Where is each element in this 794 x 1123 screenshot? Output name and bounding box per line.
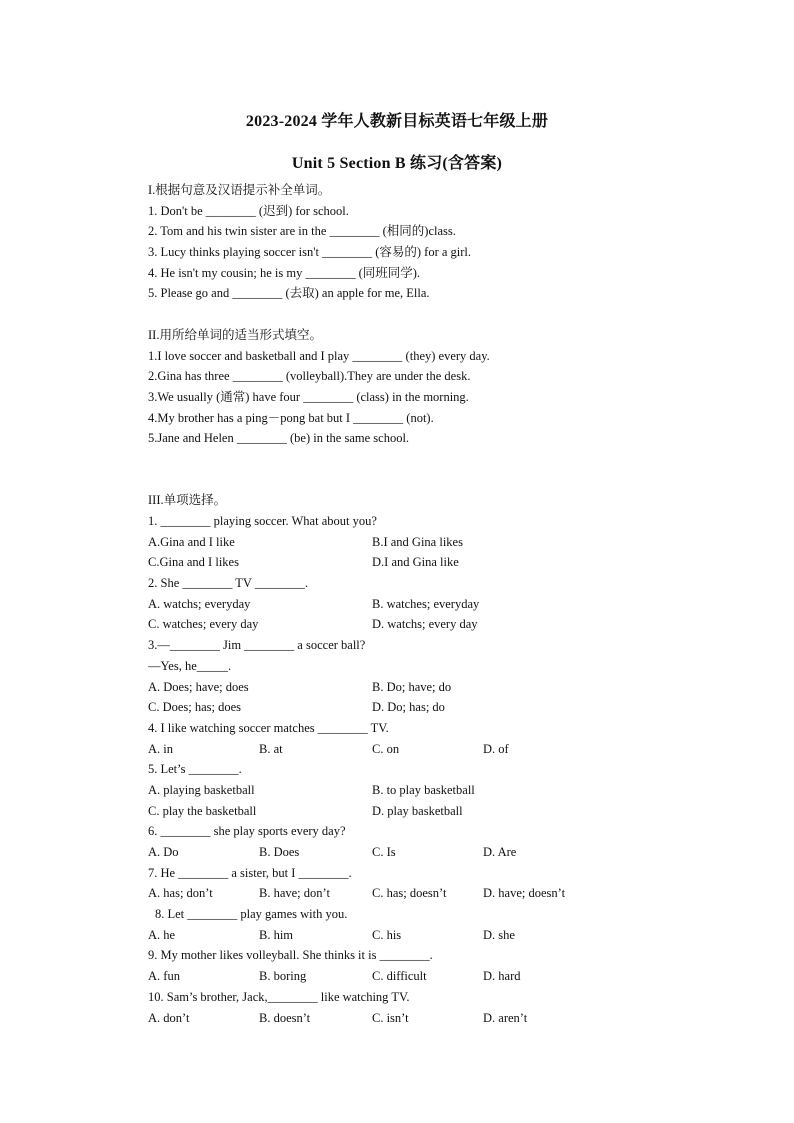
question-line: 2. Tom and his twin sister are in the ________ (相同的)class.: [148, 224, 456, 239]
option-row: [148, 842, 668, 863]
option-row: [148, 780, 668, 801]
option-row: [148, 677, 668, 698]
question-line: 2.Gina has three ________ (volleyball).They are under the desk.: [148, 369, 471, 384]
option-d: D.I and Gina like: [372, 555, 459, 570]
option-row: [148, 739, 668, 760]
option-row: [148, 594, 668, 615]
option-b: B. to play basketball: [372, 782, 475, 797]
section-heading-part3: III.单项选择。: [148, 493, 227, 508]
option-c: C. play the basketball: [148, 803, 257, 818]
option-row: [148, 925, 668, 946]
question-line: 1.I love soccer and basketball and I play ________ (they) every day.: [148, 348, 490, 363]
question-line: 1. Don't be ________ (迟到) for school.: [148, 203, 349, 218]
option-row: [148, 1008, 668, 1029]
question-stem: 7. He ________ a sister, but I ________.: [148, 865, 352, 880]
option-d: D. hard: [483, 969, 521, 984]
option-c: C. isn’t: [372, 1010, 409, 1025]
option-a: A. he: [148, 927, 176, 942]
spacer: [148, 449, 668, 470]
option-c: C.Gina and I likes: [148, 555, 239, 570]
option-a: A.Gina and I like: [148, 534, 235, 549]
option-row: [148, 532, 668, 553]
question-stem: 3.—________ Jim ________ a soccer ball?: [148, 638, 366, 653]
option-d: D. watchs; every day: [372, 617, 478, 632]
question-stem: 2. She ________ TV ________.: [148, 576, 308, 591]
section-heading-part1: I.根据句意及汉语提示补全单词。: [148, 183, 331, 197]
option-row: [148, 552, 668, 573]
option-a: A. Does; have; does: [148, 679, 249, 694]
spacer: [148, 470, 668, 491]
option-row: [148, 614, 668, 635]
option-c: C. Is: [372, 845, 396, 859]
option-b: B. watches; everyday: [372, 596, 480, 611]
question-line: 5.Jane and Helen ________ (be) in the same school.: [148, 431, 410, 446]
option-row: [148, 883, 668, 904]
worksheet-content: [148, 180, 668, 1028]
option-c: C. difficult: [372, 969, 427, 984]
option-d: D. of: [483, 741, 509, 756]
question-stem: 4. I like watching soccer matches ________ TV.: [148, 720, 389, 735]
option-b: B. have; don’t: [259, 886, 330, 901]
option-b: B. him: [259, 927, 294, 942]
question-stem: —Yes, he_____.: [148, 658, 232, 673]
page-title: 2023-2024 学年人教新目标英语七年级上册: [245, 113, 549, 130]
option-a: A. in: [148, 741, 173, 756]
section-heading-part2: II.用所给单词的适当形式填空。: [148, 327, 322, 342]
question-stem: 6. ________ she play sports every day?: [148, 824, 346, 839]
option-c: C. has; doesn’t: [372, 886, 447, 901]
option-d: D. she: [483, 927, 515, 942]
option-d: D. have; doesn’t: [483, 886, 566, 901]
option-row: [148, 801, 668, 822]
question-line: 4.My brother has a ping－pong bat but I ________ (not).: [148, 410, 434, 425]
option-b: B. Do; have; do: [372, 679, 452, 694]
option-d: D. play basketball: [372, 803, 463, 818]
option-d: D. aren’t: [483, 1010, 528, 1025]
option-b: B.I and Gina likes: [372, 534, 463, 549]
option-c: C. his: [372, 927, 402, 942]
option-d: D. Do; has; do: [372, 700, 445, 715]
spacer: [148, 304, 668, 325]
question-stem: 5. Let’s ________.: [148, 762, 242, 777]
question-line: 5. Please go and ________ (去取) an apple for me, Ella.: [148, 286, 430, 301]
option-c: C. Does; has; does: [148, 700, 242, 715]
option-a: A. fun: [148, 969, 180, 984]
option-row: [148, 966, 668, 987]
question-stem: 1. ________ playing soccer. What about you?: [148, 514, 377, 528]
question-stem: 8. Let ________ play games with you.: [155, 907, 348, 922]
option-a: A. playing basketball: [148, 782, 255, 797]
question-line: 3.We usually (通常) have four ________ (class) in the morning.: [148, 389, 469, 404]
question-line: 3. Lucy thinks playing soccer isn't ________ (容易的) for a girl.: [148, 245, 472, 260]
option-c: C. watches; every day: [148, 617, 259, 632]
option-a: A. watchs; everyday: [148, 596, 251, 611]
option-a: A. Do: [148, 845, 179, 859]
page-subtitle: Unit 5 Section B 练习(含答案): [291, 155, 503, 172]
question-line: 4. He isn't my cousin; he is my ________ (同班同学).: [148, 265, 421, 280]
option-b: B. Does: [259, 845, 300, 859]
option-a: A. has; don’t: [148, 886, 213, 901]
option-c: C. on: [372, 741, 400, 756]
option-b: B. boring: [259, 969, 307, 984]
option-b: B. doesn’t: [259, 1010, 311, 1025]
question-stem: 9. My mother likes volleyball. She thinks it is ________.: [148, 948, 433, 963]
question-stem: 10. Sam’s brother, Jack,________ like watching TV.: [148, 989, 410, 1004]
option-b: B. at: [259, 741, 283, 756]
option-a: A. don’t: [148, 1010, 190, 1025]
option-row: [148, 697, 668, 718]
option-d: D. Are: [483, 845, 517, 859]
